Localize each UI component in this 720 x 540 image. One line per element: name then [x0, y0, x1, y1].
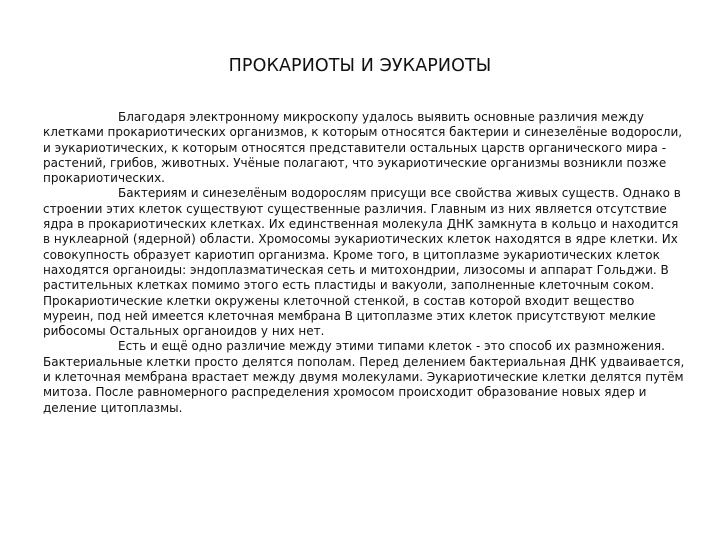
paragraph-2: Бактериям и синезелёным водорослям присущи все свойства живых существ. Однако в строении этих клеток существуют существенные различия. Главным из них является отсутствие ядра в прокариотических клетках. Их единственная молекула ДНК замкнута в кольцо и находится в нуклеарной (ядерной) области. Хромосомы эукариотических клеток находятся в ядре клетки. Их совокупность образует кариотип организма. Кроме того, в цитоплазме эукариотических клеток находятся органоиды: эндоплазматическая сеть и митохондрии, лизосомы и аппарат Гольджи. В растительных клетках помимо этого есть пластиды и вакуоли, заполненные клеточным соком. Прокариотические клетки окружены клеточной стенкой, в состав которой входит вещество муреин, под ней имеется клеточная мембрана В цитоплазме этих клеток присутствуют мелкие рибосомы Остальных органоидов у них нет. — [43, 186, 681, 339]
paragraph-3: Есть и ещё одно различие между этими типами клеток - это способ их размножения. Бактериальные клетки просто делятся пополам. Перед делением бактериальная ДНК удваивается, и клеточная мембрана врастает между двумя молекулами. Эукариотические клетки делятся путём митоза. После равномерного распределения хромосом происходит образование новых ядер и деление цитоплазмы. — [43, 339, 685, 415]
slide-title: ПРОКАРИОТЫ И ЭУКАРИОТЫ — [228, 56, 492, 76]
paragraph-1: Благодаря электронному микроскопу удалось выявить основные различия между клетками прокариотических организмов, к которым относятся бактерии и синезелёные водоросли, и эукариотических, к которым относятся представители остальных царств органического мира - растений, грибов, животных. Учёные полагают, что эукариотические организмы возникли позже прокариотических. — [43, 110, 683, 186]
slide-body — [43, 110, 685, 416]
